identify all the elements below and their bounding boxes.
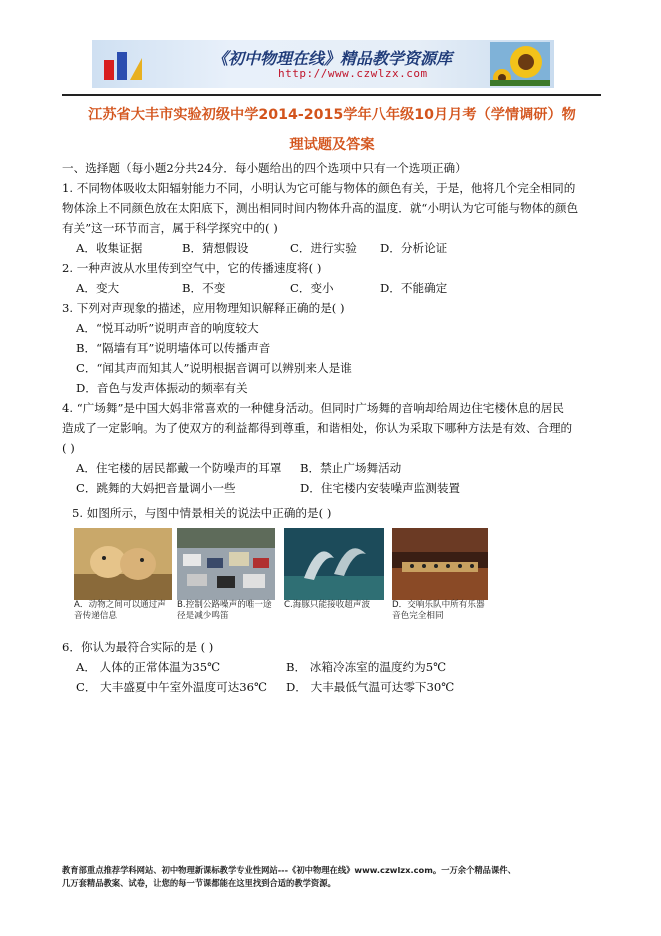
- q5-photo-d: [392, 528, 488, 628]
- q1-stem-line2: 物体涂上不同颜色放在太阳底下，测出相同时间内物体升高的温度．就“小明认为它可能与物体的颜色: [62, 201, 579, 215]
- q2-option-b: B．不变: [182, 281, 226, 295]
- q4-option-a: A．住宅楼的居民都戴一个防噪声的耳罩: [76, 461, 282, 475]
- sunflower-icon: [490, 42, 550, 86]
- q5-photo-a: [74, 528, 172, 628]
- document-title-line2: 理试题及答案: [289, 137, 375, 153]
- q4-stem-line2: 造成了一定影响。为了使双方的利益都得到尊重，和谐相处，你认为采取下哪种方法是有效、合理的: [62, 421, 573, 435]
- q4-option-d: D．住宅楼内安装噪声监测装置: [300, 481, 461, 495]
- puppies-image: [74, 528, 172, 600]
- banner-url: http://www.czwlzx.com: [278, 67, 428, 80]
- q3-option-b: B．“隔墙有耳”说明墙体可以传播声音: [76, 341, 271, 355]
- q4-option-c: C．跳舞的大妈把音量调小一些: [76, 481, 236, 495]
- q1-stem-line3: 有关”这一环节而言，属于科学探究中的( ): [62, 221, 278, 235]
- site-logo-icon: [102, 46, 144, 82]
- q6-stem: 6．你认为最符合实际的是 ( ): [62, 640, 214, 654]
- q6-option-d: D． 大丰最低气温可达零下30℃: [286, 680, 455, 694]
- q1-option-c: C．进行实验: [290, 241, 357, 255]
- header-banner: [92, 40, 554, 88]
- q2-option-a: A．变大: [76, 281, 120, 295]
- q2-stem: 2. 一种声波从水里传到空气中，它的传播速度将( ): [62, 261, 322, 275]
- q5-photo-b: [177, 528, 275, 628]
- q6-option-a: A． 人体的正常体温为35℃: [76, 660, 221, 674]
- footer-line1: 教育部重点推荐学科网站、初中物理新课标教学专业性网站---《初中物理在线》www.czwlzx.com。一万余个精品课件、: [62, 865, 516, 875]
- q1-stem-line1: 1. 不同物体吸收太阳辐射能力不同，小明认为它可能与物体的颜色有关，于是，他将几个完全相同的: [62, 181, 576, 195]
- q1-option-a: A．收集证据: [76, 241, 143, 255]
- section-heading: 一、选择题（每小题2分共24分．每小题给出的四个选项中只有一个选项正确）: [62, 161, 467, 175]
- document-title: [62, 100, 602, 160]
- q5-caption-a: A．动物之间可以通过声音传递信息: [74, 600, 172, 628]
- q6-option-c: C． 大丰盛夏中午室外温度可达36℃: [76, 680, 267, 694]
- q1-option-d: D．分析论证: [380, 241, 448, 255]
- q2-option-c: C．变小: [290, 281, 334, 295]
- document-title-line1: 江苏省大丰市实验初级中学2014-2015学年八年级10月月考（学情调研）物: [88, 107, 576, 123]
- q4-stem-line1: 4. “广场舞”是中国大妈非常喜欢的一种健身活动。但同时广场舞的音响却给周边住宅楼休息的居民: [62, 401, 564, 415]
- footer-line2: 几万套精品教案、试卷，让您的每一节课都能在这里找到合适的教学资源。: [62, 878, 336, 888]
- q6-option-b: B． 冰箱冷冻室的温度约为5℃: [286, 660, 447, 674]
- q4-option-b: B．禁止广场舞活动: [300, 461, 402, 475]
- orchestra-image: [392, 528, 488, 600]
- q5-caption-b: B.控制公路噪声的唯一途径是减少鸣笛: [177, 600, 275, 628]
- q3-option-a: A．“悦耳动听”说明声音的响度较大: [76, 321, 259, 335]
- header-divider: [62, 94, 601, 96]
- q1-option-b: B．猜想假设: [182, 241, 249, 255]
- q2-option-d: D．不能确定: [380, 281, 448, 295]
- q5-caption-d: D．交响乐队中所有乐器音色完全相同: [392, 600, 488, 628]
- q3-stem: 3. 下列对声现象的描述，应用物理知识解释正确的是( ): [62, 301, 345, 315]
- q5-stem: 5. 如图所示，与图中情景相关的说法中正确的是( ): [72, 506, 332, 520]
- q3-option-c: C．“闻其声而知其人”说明根据音调可以辨别来人是谁: [76, 361, 352, 375]
- traffic-image: [177, 528, 275, 600]
- q3-option-d: D．音色与发声体振动的频率有关: [76, 381, 248, 395]
- page-footer: [62, 864, 622, 890]
- banner-title: 《初中物理在线》精品教学资源库: [212, 49, 453, 68]
- q5-photo-c: [284, 528, 384, 628]
- dolphins-image: [284, 528, 384, 600]
- q5-caption-c: C.海豚只能接收超声波: [284, 600, 384, 628]
- q4-stem-line3: ( ): [62, 441, 75, 455]
